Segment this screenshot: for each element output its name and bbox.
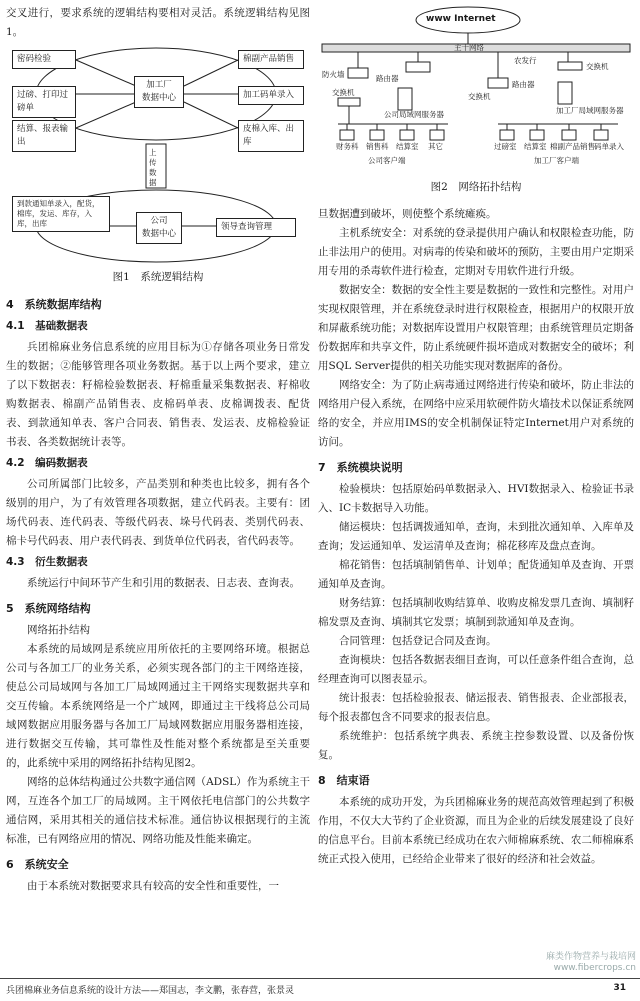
figure-2 bbox=[318, 4, 634, 174]
fig1-company-center: 公司 数据中心 bbox=[136, 212, 182, 244]
network-security-paragraph: 网络安全：为了防止病毒通过网络进行传染和破坏，防止非法的网络用户侵入系统，在网络中应采用软硬件防火墙技术以保证系统网络的安全，并应用IMS的安全机制保证特定Internet用户对系统的访问。 bbox=[318, 379, 634, 448]
fig2-backbone-label: 主干网络 bbox=[454, 43, 484, 52]
fig2-settle-left-label: 结算室 bbox=[396, 142, 419, 151]
module-inspection: 检验模块：包括原始码单数据录入、HVI数据录入、检验证书录入、IC卡数据导入功能。 bbox=[318, 483, 634, 514]
page-number: 31 bbox=[613, 983, 626, 993]
fig1-box-storage: 皮棉入库、出库 bbox=[238, 120, 304, 152]
fig2-factory-server-label: 加工厂局域网服务器 bbox=[556, 106, 624, 115]
section-4-2-title: 4.2 编码数据表 bbox=[6, 457, 88, 469]
section-5-paragraph-2: 网络的总体结构通过公共数字通信网（ADSL）作为系统主干网，互连各个加工厂的局域网。主干网依托电信部门的公共数字通信网，采用其相关的通信技术标准。通信协议根据现行的主流标准，已有网络应用的情况、网络功能及性能来确定。 bbox=[6, 776, 310, 845]
fig1-box-weighing: 过磅、打印过磅单 bbox=[12, 86, 76, 118]
right-column bbox=[318, 4, 634, 869]
fig2-switch-right-label: 交换机 bbox=[468, 92, 491, 101]
section-5-subtitle: 网络拓扑结构 bbox=[27, 624, 90, 636]
section-5-paragraph-1: 本系统的局域网是系统应用所依托的主要网络环境。根据总公司与各加工厂的业务关系，必须实现各部门的主干网络连接，使总公司局域网与各加工厂局域网通过主干网络实现数据共享和交互传输。本系统网络是一个广域网，即通过主干线将总公司局域网数据应用服务器与各加工厂局域网数据应用服务器相连接，进行数据交互传输，其可靠性及性能对整个系统都是至关重要的，此系统中采用的网络拓扑结构见图2。 bbox=[6, 643, 310, 769]
left-column bbox=[6, 4, 310, 896]
figure-1 bbox=[6, 46, 310, 264]
fig2-firewall-label: 防火墙 bbox=[322, 70, 345, 79]
module-query: 查询模块：包括各数据表细目查询，可以任意条件组合查询，总经理查询可以图表显示。 bbox=[318, 654, 634, 685]
fig2-company-server-label: 公司局域网服务器 bbox=[384, 110, 444, 119]
section-8-title: 8 结束语 bbox=[318, 774, 370, 787]
section-7-title: 7 系统模块说明 bbox=[318, 461, 403, 474]
fig2-router-left-label: 路由器 bbox=[376, 74, 399, 83]
section-4-1-title: 4.1 基础数据表 bbox=[6, 320, 88, 332]
intro-paragraph: 交叉进行，要求系统的逻辑结构要相对灵活。系统逻辑结构见图1。 bbox=[6, 7, 310, 38]
fig2-bank-label: 农发行 bbox=[514, 56, 537, 65]
fig2-code-entry-label: 码单录入 bbox=[594, 142, 624, 151]
section-6-title: 6 系统安全 bbox=[6, 858, 69, 871]
module-report: 统计报表：包括检验报表、储运报表、销售报表、企业部报表，每个报表都包含不同要求的报表信息。 bbox=[318, 692, 634, 723]
fig1-factory-center: 加工厂 数据中心 bbox=[134, 76, 184, 108]
fig2-switch-left-label: 交换机 bbox=[332, 88, 355, 97]
data-security-paragraph: 数据安全：数据的安全性主要是数据的一致性和完整性。对用户实现权限管理，并在系统登录时进行权限检查，根据用户的权限开放和屏蔽系统功能；对数据库设置用户权限管理；由系统管理员定期备份数据库和共享文件，防止系统硬件损坏造成对数据安全的破坏；利用SQL Server提供的相关功能实现对数据库的备份。 bbox=[318, 284, 634, 372]
fig1-box-settlement: 结算、报表输出 bbox=[12, 120, 76, 152]
figure-2-caption: 图2 网络拓扑结构 bbox=[430, 181, 522, 193]
fig2-internet-label: www Internet bbox=[426, 14, 496, 24]
section-6-paragraph: 由于本系统对数据要求具有较高的安全性和重要性，一 bbox=[27, 880, 279, 892]
module-storage: 储运模块：包括调拨通知单，查询，未到批次通知单、入库单及查询；发运通知单、发运清单及查询；棉花移库及盘点查询。 bbox=[318, 521, 634, 552]
fig2-router-right-label: 路由器 bbox=[512, 80, 535, 89]
section-4-1-paragraph: 兵团棉麻业务信息系统的应用目标为①存储各项业务日常发生的数据；②能够管理各项业务数据。基于以上两个要求，建立了以下数据表：籽棉检验数据表、籽棉重量采集数据表、籽棉收购数据表、棉副产品销售表、皮棉码单表、皮棉调拨表、配货表、到款通知单表、客户合同表、销售表、发运表、皮棉检验证书表、各类数据统计表等。 bbox=[6, 341, 310, 448]
fig1-box-leader: 领导查询管理 bbox=[216, 218, 296, 237]
section-4-3-paragraph: 系统运行中间环节产生和引用的数据表、日志表、查询表。 bbox=[27, 577, 300, 589]
page-footer bbox=[0, 978, 640, 1001]
fig2-settle-right-label: 结算室 bbox=[524, 142, 547, 151]
module-maintenance: 系统维护：包括系统字典表、系统主控参数设置、以及备份恢复。 bbox=[318, 730, 634, 761]
module-contract: 合同管理：包括登记合同及查询。 bbox=[339, 635, 497, 647]
fig1-box-password: 密码检验 bbox=[12, 50, 76, 69]
section-4-title: 4 系统数据库结构 bbox=[6, 298, 102, 311]
fig1-upload-label: 上传数据 bbox=[149, 148, 157, 187]
fig2-factory-client-label: 加工厂客户端 bbox=[534, 156, 579, 165]
continued-paragraph: 旦数据遭到破坏，则使整个系统瘫痪。 bbox=[318, 208, 497, 220]
module-finance: 财务结算：包括填制收购结算单、收购皮棉发票几查询、填制籽棉发票及查询、填制其它发票；填制到款通知单及查询。 bbox=[318, 597, 634, 628]
fig1-box-code-entry: 加工码单录入 bbox=[238, 86, 304, 105]
conclusion-paragraph: 本系统的成功开发，为兵团棉麻业务的规范高效管理起到了积极作用，不仅大大节约了企业资源，而且为企业的后续发展建设了良好的信息平台。目前本系统已经成功在农六师棉麻系统、农二师棉麻系统正式投入使用，已经给企业带来了很好的经济和社会效益。 bbox=[318, 796, 634, 865]
fig2-company-client-label: 公司客户端 bbox=[368, 156, 406, 165]
section-4-3-title: 4.3 衍生数据表 bbox=[6, 556, 88, 568]
fig2-finance-label: 财务科 bbox=[336, 142, 359, 151]
section-4-2-paragraph: 公司所属部门比较多，产品类别和种类也比较多，拥有各个级别的用户，为了有效管理各项数据，建立代码表。主要有：团场代码表、连代码表、等级代码表、垛号代码表、类别代码表、棉卡号代码表、用户表代码表、到货单位代码表，省代码表等。 bbox=[6, 478, 310, 547]
fig2-byproduct-label: 棉副产品销售 bbox=[550, 142, 595, 151]
host-security-paragraph: 主机系统安全：对系统的登录提供用户确认和权限检查功能，防止非法用户的使用。对病毒的传染和破坏的预防，主要由用户定期采用专用的杀毒软件进行检查，定期对专用软件进行升级。 bbox=[318, 227, 634, 277]
fig1-box-shipping: 到款通知单录入，配货，棉库，发运、库存，入库，出库 bbox=[12, 196, 110, 232]
fig2-weigh-label: 过磅室 bbox=[494, 142, 517, 151]
watermark: 麻类作物营养与栽培网 www.fibercrops.cn bbox=[545, 952, 636, 973]
footer-citation: 兵团棉麻业务信息系统的设计方法——郑国志，李文鹏，张春营，张景灵 bbox=[6, 986, 295, 996]
fig2-switch-right-top-label: 交换机 bbox=[586, 62, 609, 71]
section-5-title: 5 系统网络结构 bbox=[6, 602, 91, 615]
module-sales: 棉花销售：包括填制销售单、计划单；配货通知单及查询、开票通知单及查询。 bbox=[318, 559, 634, 590]
figure-1-caption: 图1 系统逻辑结构 bbox=[112, 271, 204, 283]
fig2-sales-label: 销售科 bbox=[366, 142, 389, 151]
fig1-box-byproduct: 棉副产品销售 bbox=[238, 50, 304, 69]
fig2-other-label: 其它 bbox=[428, 142, 443, 151]
